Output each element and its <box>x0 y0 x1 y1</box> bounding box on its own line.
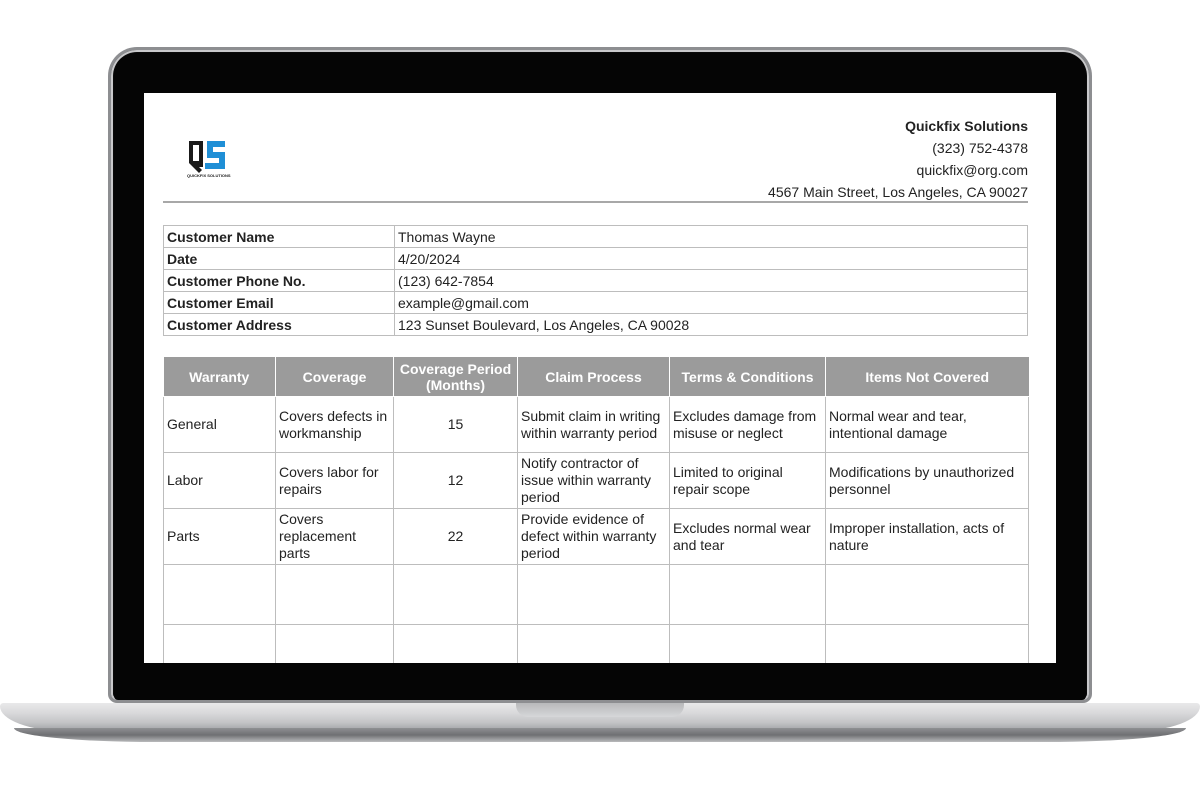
company-email: quickfix@org.com <box>916 162 1028 178</box>
empty-table-row <box>164 625 1029 664</box>
warranty-header-row <box>164 357 1029 397</box>
empty-cell <box>394 565 518 625</box>
terms-cell: Limited to original repair scope <box>670 453 826 509</box>
customer-label: Customer Address <box>164 314 395 336</box>
empty-cell <box>670 565 826 625</box>
column-header-terms: Terms & Conditions <box>670 357 826 397</box>
empty-cell <box>518 625 670 664</box>
laptop-base-edge <box>14 728 1186 742</box>
customer-value: example@gmail.com <box>395 292 1028 314</box>
not-covered-cell: Modifications by unauthorized personnel <box>826 453 1029 509</box>
customer-row <box>164 292 1028 314</box>
coverage-cell: Covers replacement parts <box>276 509 394 565</box>
coverage-period-cell: 22 <box>394 509 518 565</box>
empty-cell <box>394 625 518 664</box>
coverage-cell: Covers defects in workmanship <box>276 397 394 453</box>
table-row <box>164 509 1029 565</box>
terms-cell: Excludes damage from misuse or neglect <box>670 397 826 453</box>
terms-cell: Excludes normal wear and tear <box>670 509 826 565</box>
warranty-type: General <box>164 397 276 453</box>
company-name: Quickfix Solutions <box>905 118 1028 134</box>
empty-cell <box>826 625 1029 664</box>
coverage-period-cell: 12 <box>394 453 518 509</box>
customer-value: 4/20/2024 <box>395 248 1028 270</box>
warranty-type: Parts <box>164 509 276 565</box>
laptop-open-notch <box>516 703 684 717</box>
claim-process-cell: Notify contractor of issue within warranty period <box>518 453 670 509</box>
empty-cell <box>164 625 276 664</box>
claim-process-cell: Provide evidence of defect within warranty period <box>518 509 670 565</box>
empty-cell <box>276 625 394 664</box>
customer-label: Customer Email <box>164 292 395 314</box>
customer-label: Customer Phone No. <box>164 270 395 292</box>
customer-row <box>164 226 1028 248</box>
coverage-period-cell: 15 <box>394 397 518 453</box>
company-phone: (323) 752-4378 <box>932 140 1028 156</box>
table-row <box>164 453 1029 509</box>
customer-value: Thomas Wayne <box>395 226 1028 248</box>
customer-value: (123) 642-7854 <box>395 270 1028 292</box>
customer-value: 123 Sunset Boulevard, Los Angeles, CA 90028 <box>395 314 1028 336</box>
company-logo-icon <box>185 137 233 179</box>
empty-table-row <box>164 565 1029 625</box>
empty-cell <box>164 565 276 625</box>
not-covered-cell: Improper installation, acts of nature <box>826 509 1029 565</box>
warranty-type: Labor <box>164 453 276 509</box>
customer-row <box>164 248 1028 270</box>
column-header-items-not-covered: Items Not Covered <box>826 357 1029 397</box>
empty-cell <box>276 565 394 625</box>
claim-process-cell: Submit claim in writing within warranty period <box>518 397 670 453</box>
empty-cell <box>826 565 1029 625</box>
empty-cell <box>670 625 826 664</box>
customer-label: Customer Name <box>164 226 395 248</box>
header-divider <box>163 201 1028 203</box>
empty-cell <box>518 565 670 625</box>
not-covered-cell: Normal wear and tear, intentional damage <box>826 397 1029 453</box>
coverage-cell: Covers labor for repairs <box>276 453 394 509</box>
customer-row <box>164 270 1028 292</box>
column-header-coverage: Coverage <box>276 357 394 397</box>
customer-info-table <box>163 225 1028 336</box>
customer-row <box>164 314 1028 336</box>
company-address: 4567 Main Street, Los Angeles, CA 90027 <box>768 184 1028 200</box>
customer-label: Date <box>164 248 395 270</box>
table-row <box>164 397 1029 453</box>
column-header-claim-process: Claim Process <box>518 357 670 397</box>
company-info <box>768 115 1028 203</box>
laptop-screen <box>144 93 1056 663</box>
warranty-table <box>163 357 1029 663</box>
logo-text: QUICKFIX SOLUTIONS <box>187 173 231 178</box>
column-header-coverage-period: Coverage Period (Months) <box>394 357 518 397</box>
column-header-warranty: Warranty <box>164 357 276 397</box>
